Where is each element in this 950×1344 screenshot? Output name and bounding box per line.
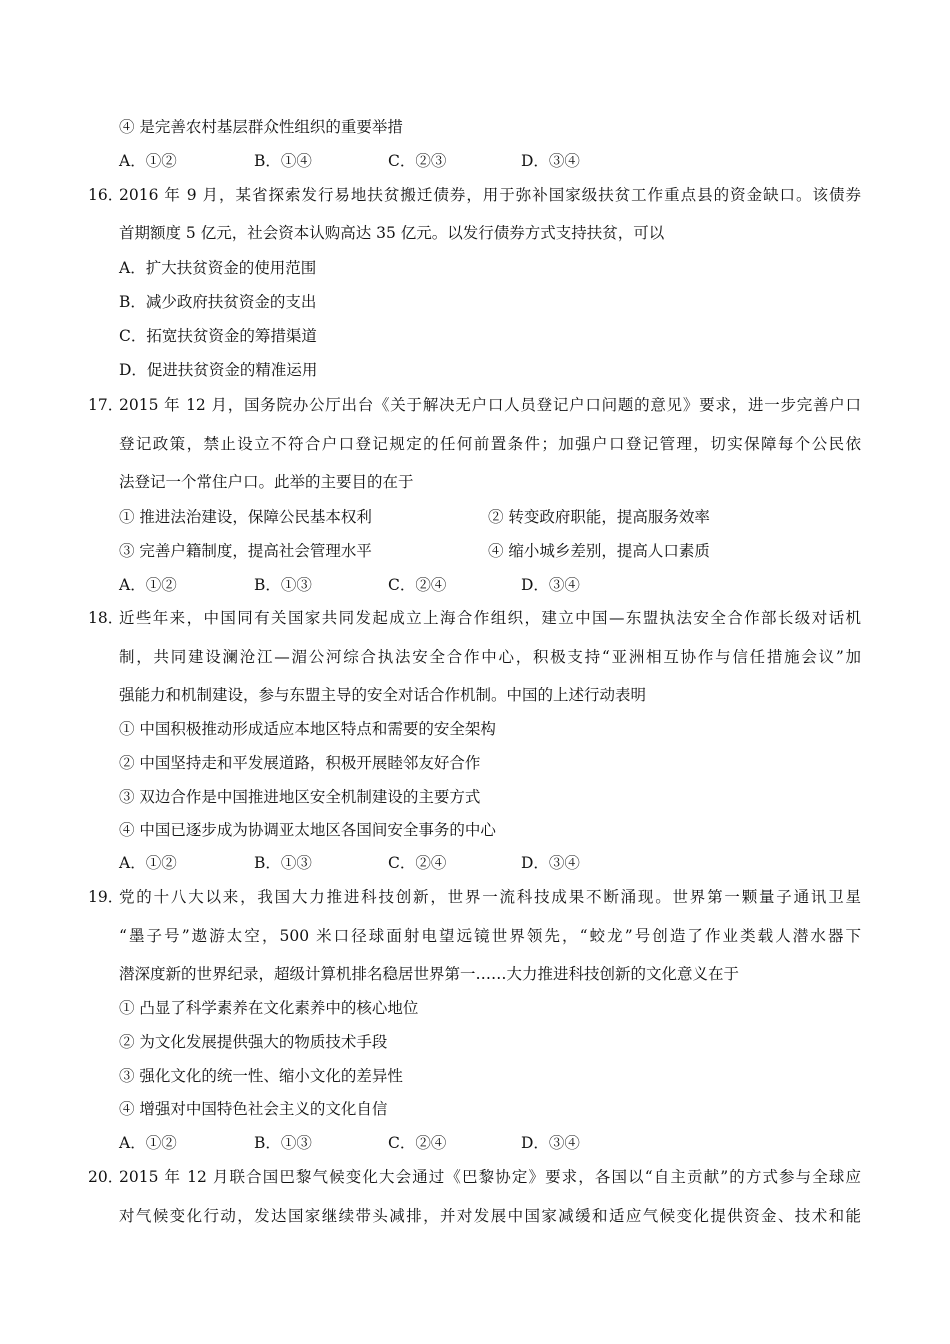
q19-item-3: ③ 强化文化的统一性、缩小文化的差异性 bbox=[119, 1067, 403, 1085]
q19-item-4: ④ 增强对中国特色社会主义的文化自信 bbox=[119, 1100, 388, 1118]
q17-item-1: ① 推进法治建设，保障公民基本权利 bbox=[119, 508, 372, 526]
q18-choice-b: B．①③ bbox=[254, 854, 312, 872]
q16-option-a: A．扩大扶贫资金的使用范围 bbox=[119, 259, 317, 277]
q18-item-1: ① 中国积极推动形成适应本地区特点和需要的安全架构 bbox=[119, 720, 496, 738]
q16-option-d: D．促进扶贫资金的精准运用 bbox=[119, 361, 318, 379]
q17-choice-a: A．①② bbox=[119, 576, 177, 594]
q17-item-4: ④ 缩小城乡差别，提高人口素质 bbox=[488, 542, 710, 560]
q17-stem-line-3: 法登记一个常住户口。此举的主要目的在于 bbox=[119, 473, 414, 491]
q15-option-4: ④ 是完善农村基层群众性组织的重要举措 bbox=[119, 118, 403, 136]
q17-item-3: ③ 完善户籍制度，提高社会管理水平 bbox=[119, 542, 372, 560]
q17-choice-d: D．③④ bbox=[521, 576, 580, 594]
q18-stem-line-1: 近些年来，中国同有关国家共同发起成立上海合作组织，建立中国—东盟执法安全合作部长级对话机 bbox=[119, 609, 861, 627]
q17-stem-line-2: 登记政策，禁止设立不符合户口登记规定的任何前置条件；加强户口登记管理，切实保障每个公民依 bbox=[119, 435, 861, 453]
q19-item-2: ② 为文化发展提供强大的物质技术手段 bbox=[119, 1033, 388, 1051]
q18-item-3: ③ 双边合作是中国推进地区安全机制建设的主要方式 bbox=[119, 788, 481, 806]
q19-stem-line-1: 党的十八大以来，我国大力推进科技创新，世界一流科技成果不断涌现。世界第一颗量子通讯卫星 bbox=[119, 888, 861, 906]
q19-stem-line-3: 潜深度新的世界纪录，超级计算机排名稳居世界第一……大力推进科技创新的文化意义在于 bbox=[119, 965, 740, 983]
q19-stem-line-2: “墨子号”遨游太空，500 米口径球面射电望远镜世界领先，“蛟龙”号创造了作业类载人潜水器下 bbox=[119, 927, 861, 945]
q19-choice-a: A．①② bbox=[119, 1134, 177, 1152]
q16-number: 16． bbox=[88, 186, 124, 204]
q15-choice-d: D．③④ bbox=[521, 152, 580, 170]
q16-stem-line-1: 2016 年 9 月，某省探索发行易地扶贫搬迁债券，用于弥补国家级扶贫工作重点县的资金缺口。该债券 bbox=[119, 186, 861, 204]
q18-item-2: ② 中国坚持走和平发展道路，积极开展睦邻友好合作 bbox=[119, 754, 481, 772]
q17-number: 17． bbox=[88, 396, 124, 414]
q20-number: 20． bbox=[88, 1168, 124, 1186]
q17-stem-line-1: 2015 年 12 月，国务院办公厅出台《关于解决无户口人员登记户口问题的意见》要求，进一步完善户口 bbox=[119, 396, 861, 414]
q18-number: 18． bbox=[88, 609, 124, 627]
q16-stem-line-2: 首期额度 5 亿元，社会资本认购高达 35 亿元。以发行债券方式支持扶贫，可以 bbox=[119, 224, 665, 242]
q17-item-2: ② 转变政府职能，提高服务效率 bbox=[488, 508, 710, 526]
q16-option-b: B．减少政府扶贫资金的支出 bbox=[119, 293, 317, 311]
q18-choice-a: A．①② bbox=[119, 854, 177, 872]
q18-item-4: ④ 中国已逐步成为协调亚太地区各国间安全事务的中心 bbox=[119, 821, 496, 839]
q17-choice-c: C．②④ bbox=[388, 576, 447, 594]
q19-choice-d: D．③④ bbox=[521, 1134, 580, 1152]
q15-choice-b: B．①④ bbox=[254, 152, 312, 170]
q19-number: 19． bbox=[88, 888, 124, 906]
q16-option-c: C．拓宽扶贫资金的筹措渠道 bbox=[119, 327, 317, 345]
q18-choice-d: D．③④ bbox=[521, 854, 580, 872]
q19-item-1: ① 凸显了科学素养在文化素养中的核心地位 bbox=[119, 999, 419, 1017]
q19-choice-c: C．②④ bbox=[388, 1134, 447, 1152]
q15-choice-c: C．②③ bbox=[388, 152, 447, 170]
q19-choice-b: B．①③ bbox=[254, 1134, 312, 1152]
q15-choice-a: A．①② bbox=[119, 152, 177, 170]
q18-stem-line-2: 制，共同建设澜沧江—湄公河综合执法安全合作中心，积极支持“亚洲相互协作与信任措施会议”加 bbox=[119, 648, 861, 666]
q20-stem-line-1: 2015 年 12 月联合国巴黎气候变化大会通过《巴黎协定》要求，各国以“自主贡献”的方式参与全球应 bbox=[119, 1168, 861, 1186]
q20-stem-line-2: 对气候变化行动，发达国家继续带头减排，并对发展中国家减缓和适应气候变化提供资金、技术和能 bbox=[119, 1207, 861, 1225]
q18-choice-c: C．②④ bbox=[388, 854, 447, 872]
q17-choice-b: B．①③ bbox=[254, 576, 312, 594]
q18-stem-line-3: 强能力和机制建设，参与东盟主导的安全对话合作机制。中国的上述行动表明 bbox=[119, 686, 647, 704]
